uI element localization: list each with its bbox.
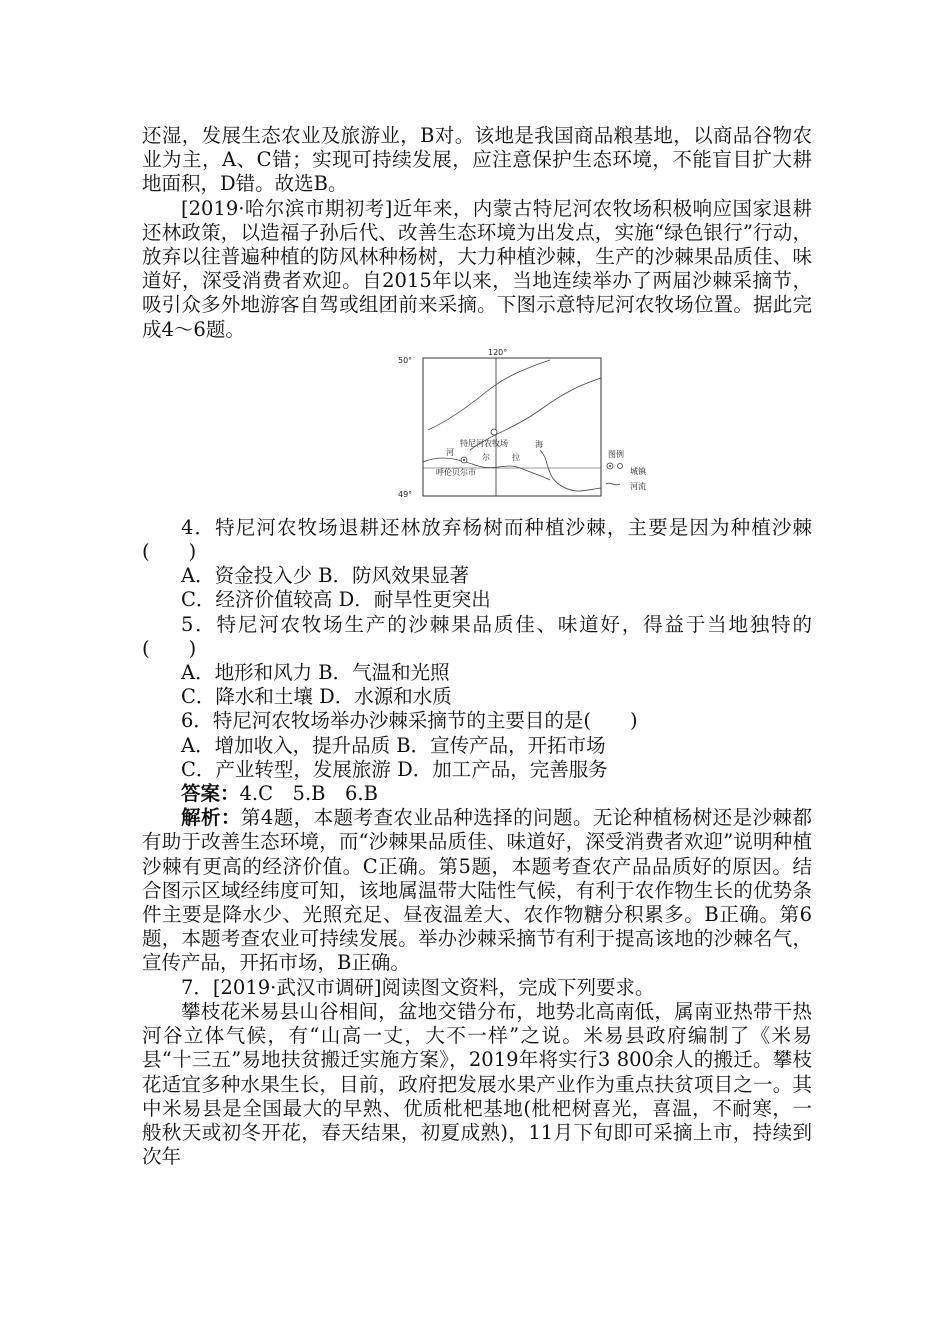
question-5-options-2: C．降水和土壤 D．水源和水质 [181,685,452,709]
boundary-curve [428,360,550,430]
question-5-stem: 5．特尼河农牧场生产的沙棘果品质佳、味道好，得益于当地独特的( ) [142,612,812,660]
location-map [398,347,660,510]
analysis-label: 解析： [181,806,241,830]
question-4-options-1: A．资金投入少 B．防风效果显著 [181,564,470,588]
river-east [540,450,601,491]
question-source: [2019·哈尔滨市期初考] [181,196,393,220]
legend-river-label: 河流 [630,481,646,491]
legend-river-icon [606,483,620,485]
farm-marker [491,429,497,435]
question-7-title: 7．[2019·武汉市调研]阅读图文资料，完成下列要求。 [181,975,655,999]
question-5-options-1: A．地形和风力 B．气温和光照 [181,661,450,685]
latitude-bottom-label: 49° [398,489,413,499]
hai-label: 海 [535,439,543,449]
analysis-text: 第4题，本题考查农业品种选择的问题。无论种植杨树还是沙棘都有助于改善生态环境，而“沙棘果品质佳、味道好，深受消费者欢迎”说明种植沙棘有更高的经济价值。C正确。第5题，本题考查农产品品质好的原因。结合图示区域经纬度可知，该地属温带大陆性气候，有利于农作物生长的优势条件主要是降水少、光照充足、昼夜温差大、农作物糖分积累多。B正确。第6题，本题考查农业可持续发展。举办沙棘采摘节有利于提高该地的沙棘名气，宣传产品，开拓市场，B正确。 [142,806,812,975]
analysis-paragraph [142,806,812,975]
answer-label: 答案： [181,782,240,806]
answer-line [142,782,812,806]
question-4-stem: 4．特尼河农牧场退耕还林放弃杨树而种植沙棘，主要是因为种植沙棘( ) [142,515,812,564]
er-label: 尔 [482,452,490,462]
longitude-label: 120° [488,347,508,357]
city-label: 呼伦贝尔市 [436,467,476,477]
question-group-stem [142,197,812,342]
question-6-stem: 6．特尼河农牧场举办沙棘采摘节的主要目的是( ) [181,709,638,733]
intro-paragraph: 还湿，发展生态农业及旅游业，B对。该地是我国商品粮基地，以商品谷物农业为主，A、C错；实现可持续发展，应注意保护生态环境，不能盲目扩大耕地面积，D错。故选B。 [142,124,812,196]
question-6-options-2: C．产业转型，发展旅游 D．加工产品，完善服务 [181,757,608,781]
farm-label: 特尼河农牧场 [460,438,508,448]
map-graphic [420,347,660,510]
la-label: 拉 [512,452,520,462]
question-stem-text: 近年来，内蒙古特尼河农牧场积极响应国家退耕还林政策，以造福子孙后代、改善生态环境为出发点，实施“绿色银行”行动，放弃以往普遍种植的防风林种杨树，大力种植沙棘，生产的沙棘果品质佳、味道好，深受消费者欢迎。自2015年以来，当地连续举办了两届沙棘采摘节，吸引众多外地游客自驾或组团前来采摘。下图示意特尼河农牧场位置。据此完成4～6题。 [142,196,812,341]
legend-town-icon [618,463,623,468]
legend-title: 图例 [608,449,624,459]
question-7-body: 攀枝花米易县山谷相间，盆地交错分布，地势北高南低，属南亚热带干热河谷立体气候，有“山高一丈，大不一样”之说。米易县政府编制了《米易县“十三五”易地扶贫搬迁实施方案》，2019年将实行3 800余人的搬迁。攀枝花适宜多种水果生长，目前，政府把发展水果产业作为重点扶贫项目之一。其中米易县是全国最大的早熟、优质枇杷基地(枇杷树喜光，喜温，不耐寒，一般秋天或初冬开花，春天结果，初夏成熟)，11月下旬即可采摘上市，持续到次年 [142,999,812,1169]
he-label: 河 [446,447,454,457]
document-page [142,124,812,1169]
legend-town-label: 城镇 [630,466,646,476]
latitude-top-label: 50° [398,355,413,365]
question-6-options-1: A．增加收入，提升品质 B．宣传产品，开拓市场 [181,733,606,757]
answer-text: 4.C 5.B 6.B [239,782,378,806]
question-4-options-2: C．经济价值较高 D．耐旱性更突出 [181,588,491,612]
